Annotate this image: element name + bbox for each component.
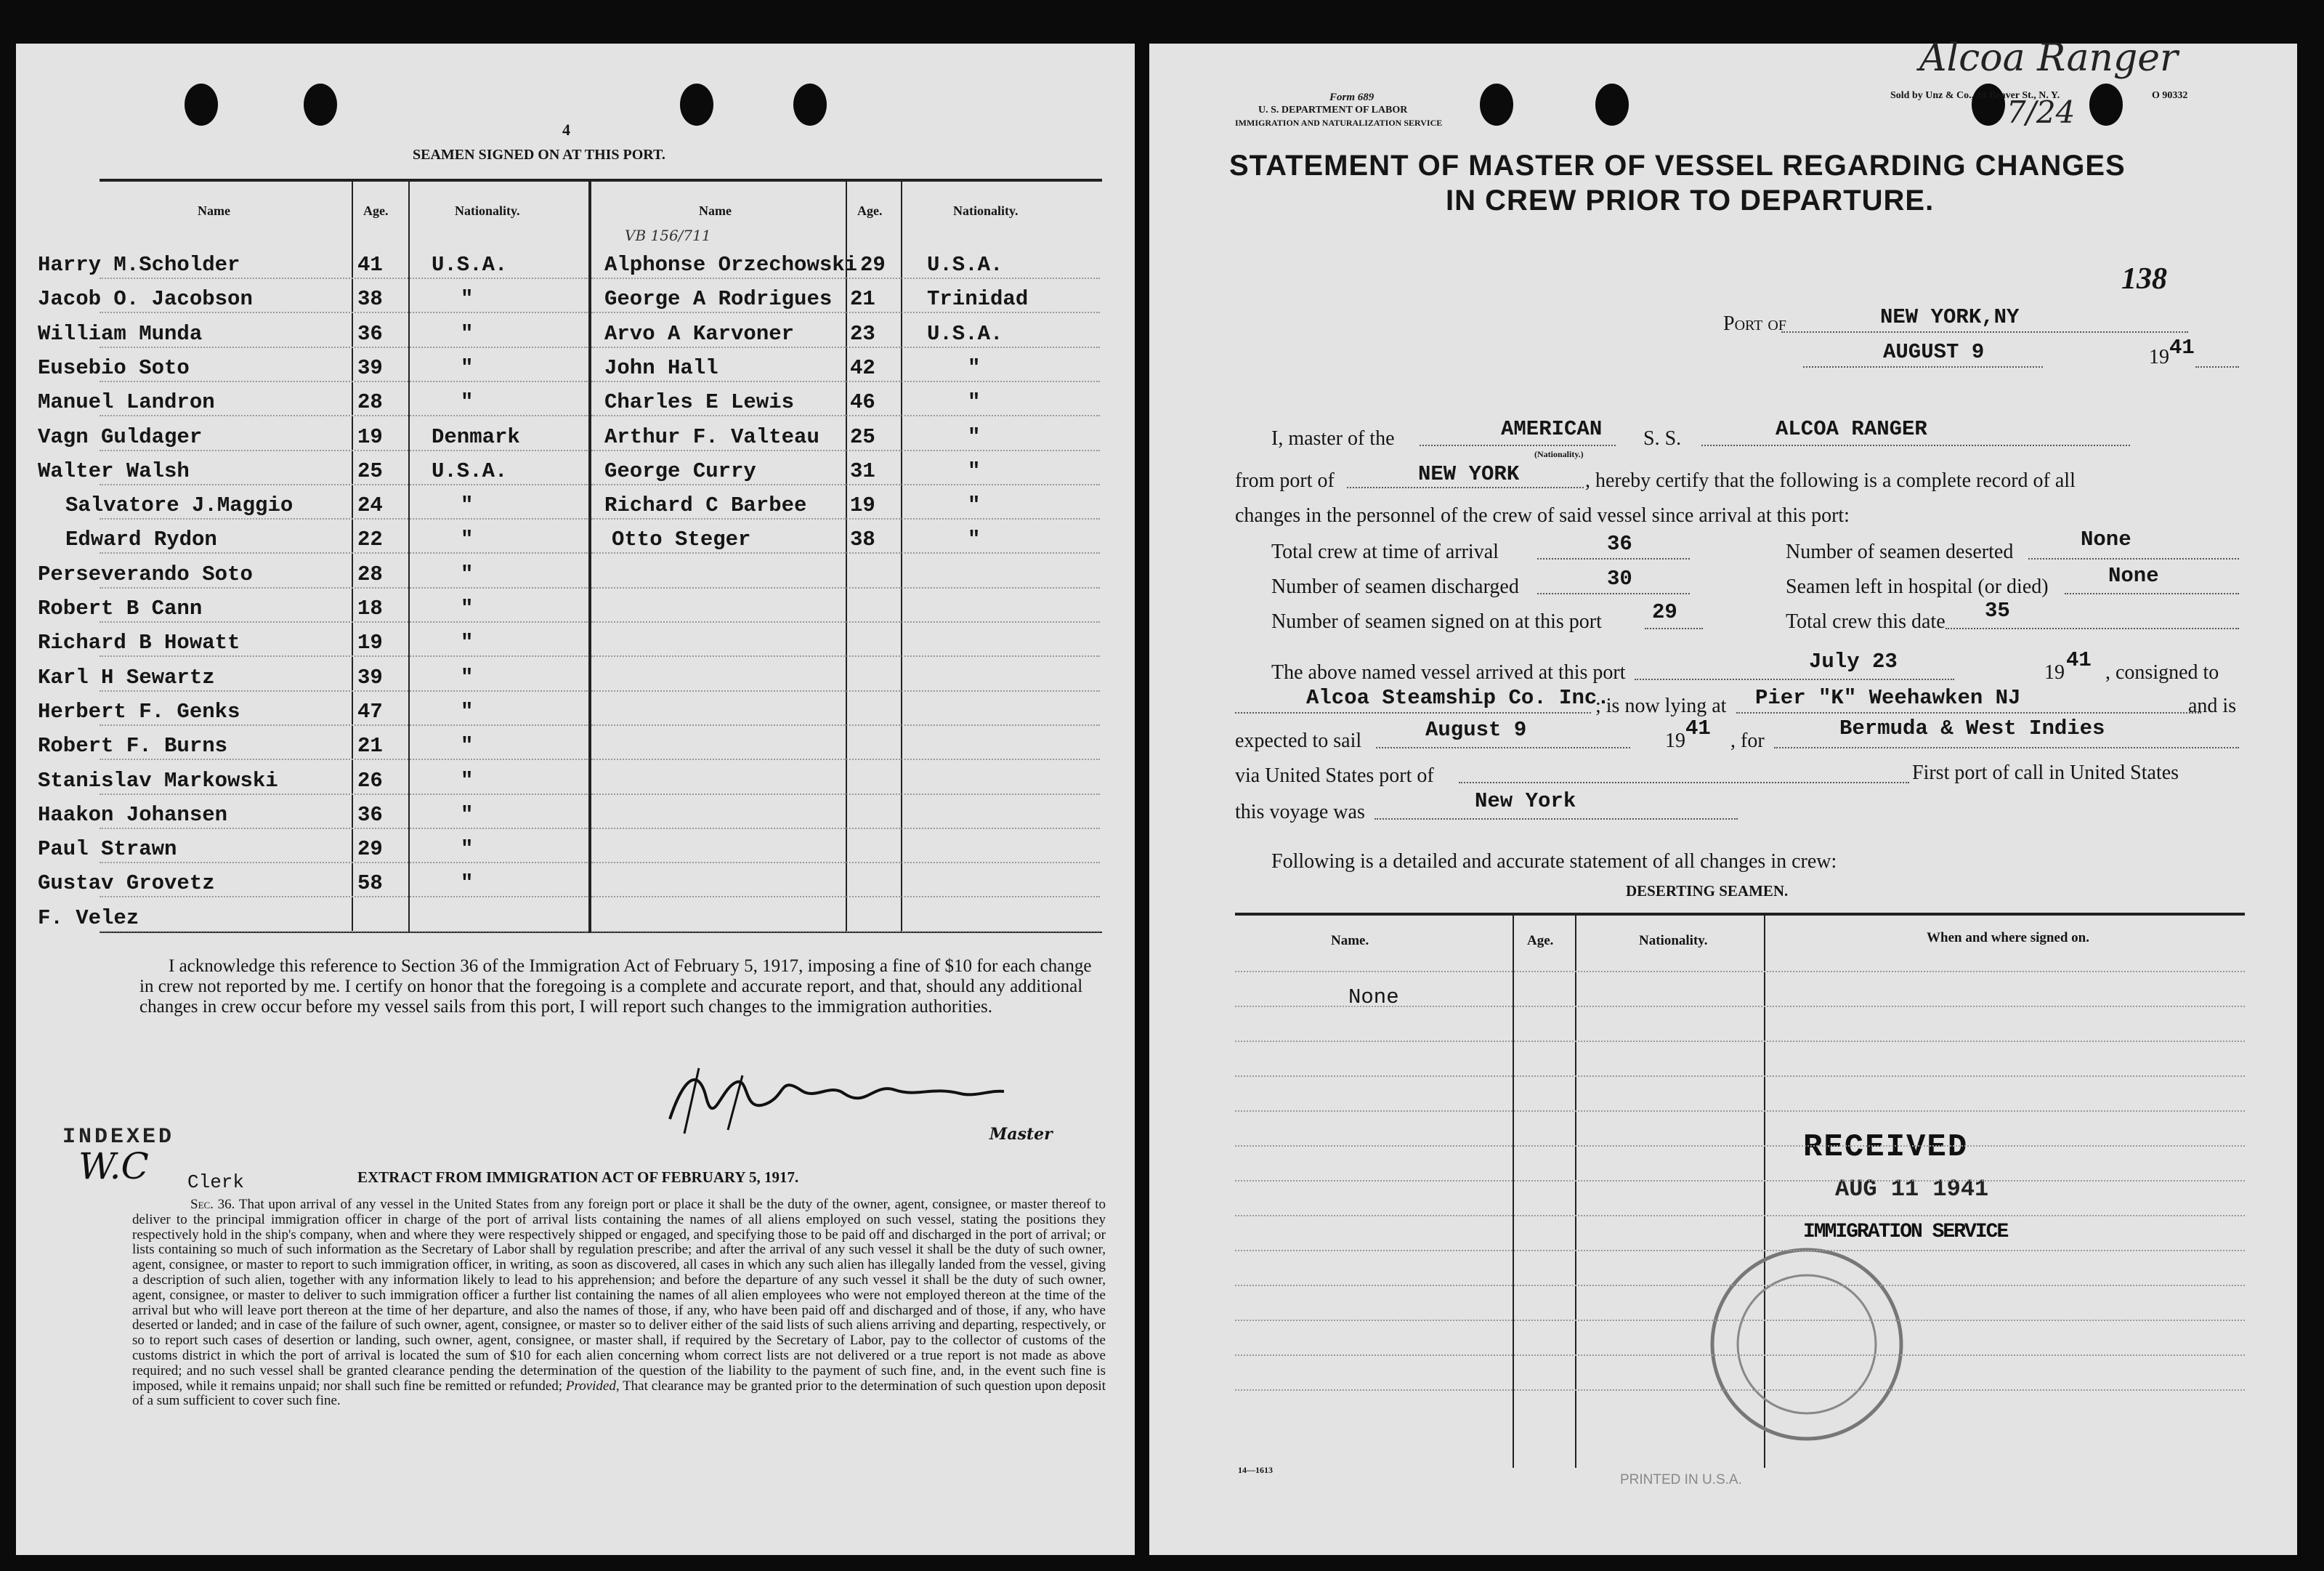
row-rule [100, 484, 588, 485]
left-page [16, 44, 1135, 1555]
dotted-line [1736, 712, 2201, 714]
indexed-stamp: INDEXED [62, 1125, 175, 1150]
crew-name: Herbert F. Genks [38, 699, 240, 724]
row-rule [591, 587, 1100, 589]
changes-text: changes in the personnel of the crew of said vessel since arrival at this port: [1235, 504, 1850, 527]
crew-age: 39 [357, 355, 383, 380]
lying-at-value: Pier "K" Weehawken NJ [1755, 686, 2021, 710]
row-rule [100, 862, 588, 863]
row-rule [100, 828, 588, 829]
voyage-label: this voyage was [1235, 801, 1365, 823]
column-rule [1575, 916, 1576, 1468]
row-rule [1235, 1285, 2245, 1286]
row-rule [591, 347, 1100, 348]
form-number: Form 689 [1329, 92, 1374, 103]
master-of-the: I, master of the [1271, 427, 1395, 450]
column-rule [408, 179, 410, 933]
punch-hole [793, 84, 827, 126]
crew-age: 28 [357, 562, 383, 586]
section-label: Sec. 36. [190, 1197, 235, 1212]
crew-name: Walter Walsh [38, 459, 190, 483]
crew-name: Eusebio Soto [38, 355, 190, 380]
row-rule [591, 621, 1100, 623]
for-label: , for [1730, 730, 1765, 752]
crew-name: Vagn Guldager [38, 424, 203, 449]
row-rule [1235, 1145, 2245, 1147]
crew-nationality: " [968, 390, 981, 415]
extract-title: EXTRACT FROM IMMIGRATION ACT OF FEBRUARY 5, 1917. [357, 1168, 799, 1186]
table-top-rule [1235, 913, 2245, 916]
total-crew-value: 36 [1607, 532, 1632, 556]
deserting-title: DESERTING SEAMEN. [1626, 882, 1789, 900]
crew-age: 21 [850, 287, 875, 312]
dotted-line [1235, 712, 1591, 714]
column-rule [846, 179, 847, 933]
section-body: That upon arrival of any vessel in the United States from any foreign port or place it shall be the duty of the owner, agent, consignee, or master thereof to deliver to the principal immigration officer in charge of the port of arrival lists containing the names of all aliens employed on such vessel, stating the positions they respectively hold in the ship's company, when and where they were respectively shipped or engaged, and specifying those to be paid off and discharged in the port of arrival; or lists containing so much of such information as the Secretary of Labor shall by regulation prescribe; and after the arrival of any such vessel it shall be the duty of such owner, agent, consignee, or master to report to such immigration officer, in writing, as soon as discovered, all cases in which any such alien has illegally landed from the vessel, giving a description of such alien, together with any information likely to lead to his apprehension; and before the departure of any such vessel it shall be the duty of such owner, agent, consignee, or master to deliver to such immigration officer a further list containing the names of all alien employees who were not employed thereon at the time of the arrival but who will leave port thereon at the time of her departure, and also the names of those, if any, who have been paid off and discharged and of those, if any, who have deserted or landed; and in case of the failure of such owner, agent, consignee, or master so to deliver either of the said lists of such aliens arriving and departing, respectively, or so to report such cases of desertion or landing, such owner, agent, consignee, or master shall, if required by the Secretary of Labor, pay to the collector of customs of the customs district in which the port of arrival is located the sum of $10 for each alien concerning whom correct lists are not delivered or a true report is not made as above required; and no such vessel shall be granted clearance pending the determination of the question of the liability to the payment of such fine, and, in the event such fine is imposed, while it remains unpaid; nor shall such fine be remitted or refunded; [132, 1197, 1106, 1394]
row-rule [591, 862, 1100, 863]
crew-age: 36 [357, 321, 383, 346]
row-rule [591, 759, 1100, 760]
punch-hole [1480, 84, 1513, 126]
crew-name: Stanislav Markowski [38, 768, 278, 793]
destination-value: Bermuda & West Indies [1839, 716, 2105, 740]
crew-nationality: " [461, 631, 474, 655]
header-name: Name. [1331, 933, 1369, 948]
port-value: NEW YORK,NY [1880, 305, 2020, 329]
crew-age: 18 [357, 597, 383, 621]
expected-label: expected to sail [1235, 730, 1362, 752]
expected-19: 19 [1665, 730, 1685, 752]
crew-nationality: U.S.A. [927, 253, 1003, 277]
page-number: 4 [562, 121, 570, 139]
crew-name: Salvatore J.Maggio [65, 493, 293, 518]
clerk-label: Clerk [187, 1171, 245, 1193]
punch-hole [1595, 84, 1629, 126]
row-rule [100, 415, 588, 416]
row-rule [591, 655, 1100, 657]
stamp-office: IMMIGRATION SERVICE [1803, 1221, 2008, 1243]
crew-name: Harry M.Scholder [38, 253, 240, 277]
row-rule [1235, 1075, 2245, 1077]
column-rule [1513, 916, 1514, 1468]
row-rule [100, 759, 588, 760]
row-rule [1235, 1110, 2245, 1112]
punch-hole [2089, 84, 2123, 126]
crew-nationality: " [461, 699, 474, 724]
crew-name: John Hall [604, 355, 718, 380]
dotted-line [1774, 747, 2239, 748]
signed-on-label: Number of seamen signed on at this port [1271, 610, 1602, 633]
row-rule [591, 828, 1100, 829]
crew-age: 58 [357, 871, 383, 896]
header-when-where: When and where signed on. [1927, 930, 2090, 945]
expected-year: 41 [1685, 716, 1711, 740]
crew-name: Richard B Howatt [38, 631, 240, 655]
punch-hole [680, 84, 713, 126]
row-rule [100, 312, 588, 313]
printed-in-usa: PRINTED IN U.S.A. [1620, 1472, 1742, 1487]
received-stamp: RECEIVED [1803, 1129, 1969, 1166]
acknowledgement-text: I acknowledge this reference to Section 36 of the Immigration Act of February 5, 1917, imposing a fine of $10 for each change in crew not reported by me. I certify on honor that the foregoing is a complete and accurate report, and that, should any additional changes in crew occur before my vessel sails from this port, I will report such changes to the immigration authorities. [139, 956, 1092, 1017]
crew-name: Karl H Sewartz [38, 665, 215, 690]
table-top-rule [100, 179, 1102, 182]
crew-name: Paul Strawn [38, 837, 177, 862]
consigned-to: , consigned to [2105, 661, 2219, 684]
date-year: 41 [2169, 336, 2195, 360]
section-provided: Provided, [565, 1378, 620, 1394]
crew-name: George A Rodrigues [604, 287, 833, 312]
row-rule [1235, 971, 2245, 972]
row-rule [591, 312, 1100, 313]
crew-age: 28 [357, 390, 383, 415]
dotted-line [1781, 331, 2188, 333]
crew-name: William Munda [38, 321, 203, 346]
via-label: via United States port of [1235, 764, 1434, 787]
crew-age: 38 [850, 528, 875, 552]
row-rule [100, 793, 588, 795]
crew-nationality: " [461, 802, 474, 827]
vessel-name: ALCOA RANGER [1776, 417, 1927, 441]
crew-name: F. Velez [38, 905, 139, 930]
signed-on-value: 29 [1652, 600, 1677, 624]
section-title: SEAMEN SIGNED ON AT THIS PORT. [413, 147, 665, 163]
dotted-line [1376, 747, 1630, 748]
crew-nationality: " [461, 528, 474, 552]
crew-age: 19 [357, 631, 383, 655]
row-rule [100, 450, 588, 451]
dotted-line [1374, 818, 1738, 820]
dotted-line [1803, 366, 2043, 368]
row-rule [591, 518, 1100, 520]
hospital-label: Seamen left in hospital (or died) [1786, 576, 2049, 598]
row-rule [1235, 1320, 2245, 1321]
crew-age: 47 [357, 699, 383, 724]
date-19: 19 [2149, 346, 2169, 368]
crew-age: 25 [357, 459, 383, 483]
handwritten-vessel: Alcoa Ranger [1919, 36, 2178, 80]
crew-age: 26 [357, 768, 383, 793]
row-rule [1235, 1041, 2245, 1042]
crew-age: 42 [850, 355, 875, 380]
dotted-line [1946, 628, 2239, 629]
crew-name: Edward Rydon [65, 528, 217, 552]
total-date-label: Total crew this date [1786, 610, 1946, 633]
discharged-value: 30 [1607, 567, 1632, 591]
crew-nationality: " [968, 528, 981, 552]
row-rule [591, 278, 1100, 279]
crew-nationality: " [461, 837, 474, 862]
row-rule [1235, 1006, 2245, 1007]
right-page [1149, 36, 2297, 1555]
stamp-number: 138 [2121, 262, 2167, 296]
crew-age: 29 [860, 253, 886, 277]
crew-age: 19 [850, 493, 875, 518]
service-name: IMMIGRATION AND NATURALIZATION SERVICE [1235, 118, 1443, 128]
row-rule [100, 655, 588, 657]
total-crew-label: Total crew at time of arrival [1271, 541, 1499, 563]
nationality-label: (Nationality.) [1534, 449, 1584, 459]
row-rule [100, 724, 588, 726]
header-name: Name [198, 203, 230, 218]
form-title-line2: IN CREW PRIOR TO DEPARTURE. [1446, 185, 1935, 217]
crew-nationality: " [461, 493, 474, 518]
consignee-value: Alcoa Steamship Co. Inc. [1306, 686, 1610, 710]
row-rule [1235, 1215, 2245, 1216]
row-rule [591, 690, 1100, 692]
form-title-line1: STATEMENT OF MASTER OF VESSEL REGARDING CHANGES [1229, 150, 2126, 182]
deserting-entry: None [1348, 985, 1399, 1009]
crew-nationality: " [461, 287, 474, 312]
crew-nationality: " [461, 871, 474, 896]
hospital-value: None [2108, 564, 2159, 588]
crew-name: Manuel Landron [38, 390, 215, 415]
header-age: Age. [1527, 933, 1554, 948]
crew-age: 23 [850, 321, 875, 346]
port-of-label: Port of [1723, 312, 1786, 335]
ss-label: S. S. [1643, 427, 1682, 450]
punch-hole [304, 84, 337, 126]
crew-name: Charles E Lewis [604, 390, 795, 415]
dotted-line [1459, 782, 1909, 783]
crew-age: 24 [357, 493, 383, 518]
and-is: and is [2188, 695, 2237, 717]
following-text: Following is a detailed and accurate statement of all changes in crew: [1271, 850, 1837, 873]
row-rule [100, 552, 588, 554]
crew-name: Robert F. Burns [38, 734, 228, 759]
expected-date: August 9 [1425, 718, 1527, 742]
dotted-line [1635, 679, 1954, 680]
arrived-19: 19 [2044, 661, 2065, 684]
crew-age: 36 [357, 802, 383, 827]
row-rule [100, 896, 588, 897]
form-code: 14—1613 [1238, 1465, 1273, 1475]
crew-nationality: " [461, 355, 474, 380]
row-rule [591, 484, 1100, 485]
row-rule [100, 621, 588, 623]
crew-nationality: " [461, 665, 474, 690]
crew-nationality: " [461, 597, 474, 621]
column-rule [352, 179, 353, 933]
crew-age: 25 [850, 424, 875, 449]
dotted-line [1537, 593, 1690, 594]
crew-age: 22 [357, 528, 383, 552]
crew-nationality: " [461, 390, 474, 415]
row-rule [591, 793, 1100, 795]
crew-age: 38 [357, 287, 383, 312]
row-rule [591, 552, 1100, 554]
crew-nationality: U.S.A. [432, 253, 508, 277]
crew-age: 19 [357, 424, 383, 449]
seller: Sold by Unz & Co., 24 Beaver St., N. Y. [1890, 90, 2060, 101]
dotted-line [1701, 445, 2130, 446]
row-rule [591, 415, 1100, 416]
row-rule [100, 690, 588, 692]
crew-nationality: Trinidad [927, 287, 1029, 312]
row-rule [591, 931, 1100, 932]
dotted-line [1645, 628, 1703, 629]
crew-age: 39 [357, 665, 383, 690]
crew-name: Alphonse Orzechowski [604, 253, 858, 277]
master-label: Master [989, 1125, 1053, 1144]
crew-name: Arvo A Karvoner [604, 321, 795, 346]
certify-text: , hereby certify that the following is a complete record of all [1585, 469, 2076, 492]
crew-age: 21 [357, 734, 383, 759]
crew-nationality: U.S.A. [927, 321, 1003, 346]
row-rule [1235, 1250, 2245, 1251]
row-rule [100, 518, 588, 520]
crew-nationality: " [968, 493, 981, 518]
dotted-line [1420, 445, 1616, 446]
lying-at-label: ; is now lying at [1595, 695, 1727, 717]
crew-name: Otto Steger [612, 528, 751, 552]
row-rule [591, 450, 1100, 451]
section-36-text [132, 1198, 1106, 1409]
crew-nationality: " [968, 459, 981, 483]
received-date: AUG 11 1941 [1835, 1176, 1989, 1203]
dotted-line [1347, 487, 1584, 488]
first-port-label: First port of call in United States [1912, 762, 2179, 784]
handwritten-date: 7/24 [2007, 94, 2076, 130]
crew-nationality: " [461, 734, 474, 759]
crew-name: Perseverando Soto [38, 562, 253, 586]
crew-name: George Curry [604, 459, 756, 483]
department: U. S. DEPARTMENT OF LABOR [1258, 105, 1408, 116]
column-rule-center [588, 179, 591, 933]
crew-nationality: Denmark [432, 424, 520, 449]
crew-nationality: " [461, 321, 474, 346]
row-rule [1235, 1180, 2245, 1182]
crew-name: Gustav Grovetz [38, 871, 215, 896]
row-rule [100, 278, 588, 279]
crew-age: 46 [850, 390, 875, 415]
row-rule [1235, 1389, 2245, 1391]
section-end: That clearance may be granted prior to the determination of such question upon deposit of a sum sufficient to cover such fine. [132, 1378, 1106, 1409]
master-signature [655, 1061, 1019, 1141]
clerk-initials: W.C [78, 1145, 149, 1187]
row-rule [1235, 1354, 2245, 1356]
crew-nationality: " [461, 562, 474, 586]
crew-nationality: " [968, 424, 981, 449]
seller-code: O 90332 [2152, 90, 2188, 101]
header-nationality: Nationality. [953, 203, 1019, 218]
row-rule [100, 347, 588, 348]
column-rule [901, 179, 902, 933]
header-age: Age. [857, 203, 883, 218]
crew-name: Jacob O. Jacobson [38, 287, 253, 312]
arrived-date: July 23 [1809, 650, 1898, 674]
crew-nationality: " [968, 355, 981, 380]
handwritten-note: VB 156/711 [625, 227, 711, 244]
row-rule [100, 587, 588, 589]
crew-age: 29 [357, 837, 383, 862]
crew-name: Arthur F. Valteau [604, 424, 819, 449]
row-rule [100, 381, 588, 382]
dotted-line [2028, 558, 2239, 560]
discharged-label: Number of seamen discharged [1271, 576, 1519, 598]
crew-name: Robert B Cann [38, 597, 203, 621]
voyage-port: New York [1475, 789, 1576, 813]
row-rule [591, 724, 1100, 726]
from-port-value: NEW YORK [1418, 462, 1520, 486]
header-nationality: Nationality. [1639, 933, 1708, 948]
crew-nationality: U.S.A. [432, 459, 508, 483]
crew-name: Richard C Barbee [604, 493, 807, 518]
arrived-text: The above named vessel arrived at this port [1271, 661, 1626, 684]
dotted-line [2065, 593, 2239, 594]
total-date-value: 35 [1985, 599, 2010, 623]
punch-hole [185, 84, 218, 126]
header-nationality: Nationality. [455, 203, 520, 218]
deserted-value: None [2081, 528, 2131, 552]
dotted-line [2195, 366, 2239, 368]
crew-nationality: " [461, 768, 474, 793]
row-rule [100, 931, 588, 932]
dotted-line [1537, 558, 1690, 560]
header-name: Name [699, 203, 732, 218]
circular-seal [1701, 1235, 1912, 1453]
date-value: AUGUST 9 [1883, 340, 1985, 364]
row-rule [591, 381, 1100, 382]
arrived-year: 41 [2066, 648, 2092, 672]
crew-age: 31 [850, 459, 875, 483]
from-port-label: from port of [1235, 469, 1335, 492]
row-rule [591, 896, 1100, 897]
deserted-label: Number of seamen deserted [1786, 541, 2014, 563]
header-age: Age. [363, 203, 389, 218]
crew-age: 41 [357, 253, 383, 277]
crew-name: Haakon Johansen [38, 802, 228, 827]
nationality-value: AMERICAN [1501, 417, 1603, 441]
